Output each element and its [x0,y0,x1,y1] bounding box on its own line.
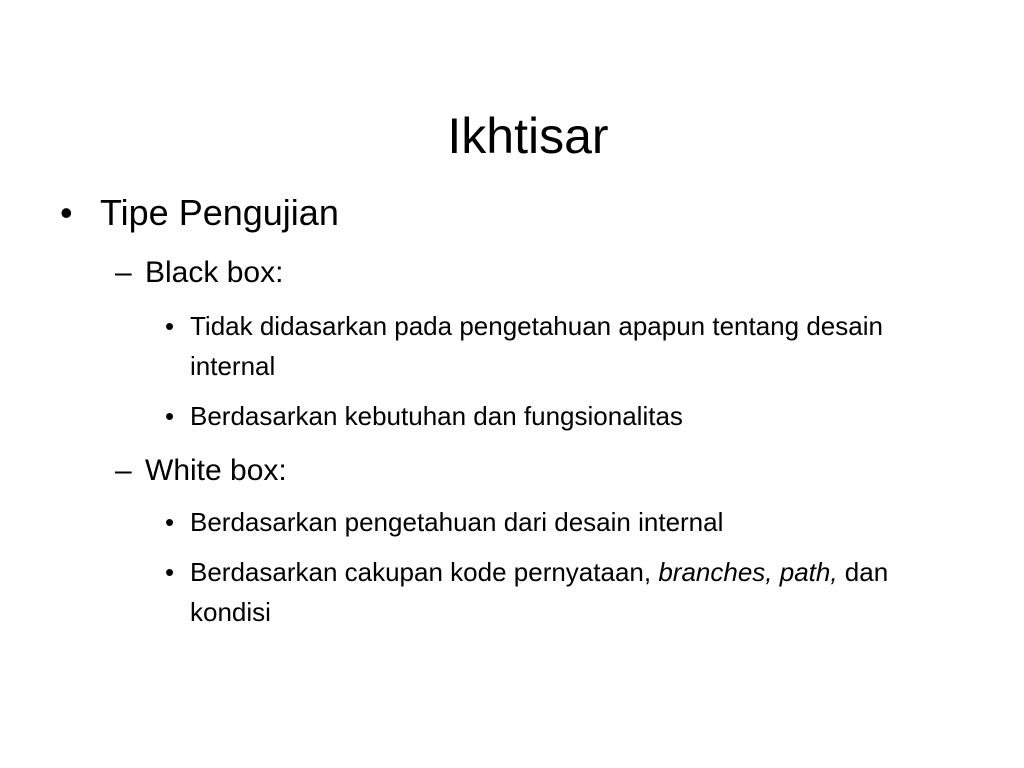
point-text: Berdasarkan pengetahuan dari desain internal [190,507,724,537]
subbullet-text: Black box: [145,256,284,289]
point-text-suffix: dan kondisi [190,557,889,627]
bullet-tipe-pengujian [60,190,339,236]
slide-title: Ikhtisar [447,108,609,164]
dash-icon: – [115,454,132,487]
bullet-icon: • [165,557,175,587]
point-text [190,552,965,632]
bullet-icon: • [165,311,175,341]
point-white-box-2 [165,552,965,632]
bullet-icon: • [165,507,175,537]
bullet-text: Tipe Pengujian [100,192,339,233]
point-text-italic: branches, path, [658,557,838,587]
subbullet-text: White box: [145,454,287,487]
subbullet-white-box [115,452,287,490]
point-text-prefix: Berdasarkan cakupan kode pernyataan, [190,557,659,587]
point-black-box-2 [165,396,965,436]
bullet-icon: • [60,192,73,233]
bullet-icon: • [165,401,175,431]
point-text: Tidak didasarkan pada pengetahuan apapun tentang desain internal [190,311,883,381]
point-white-box-1 [165,502,965,542]
dash-icon: – [115,256,132,289]
point-text: Berdasarkan kebutuhan dan fungsionalitas [190,401,683,431]
point-black-box-1 [165,306,965,386]
subbullet-black-box [115,254,283,292]
